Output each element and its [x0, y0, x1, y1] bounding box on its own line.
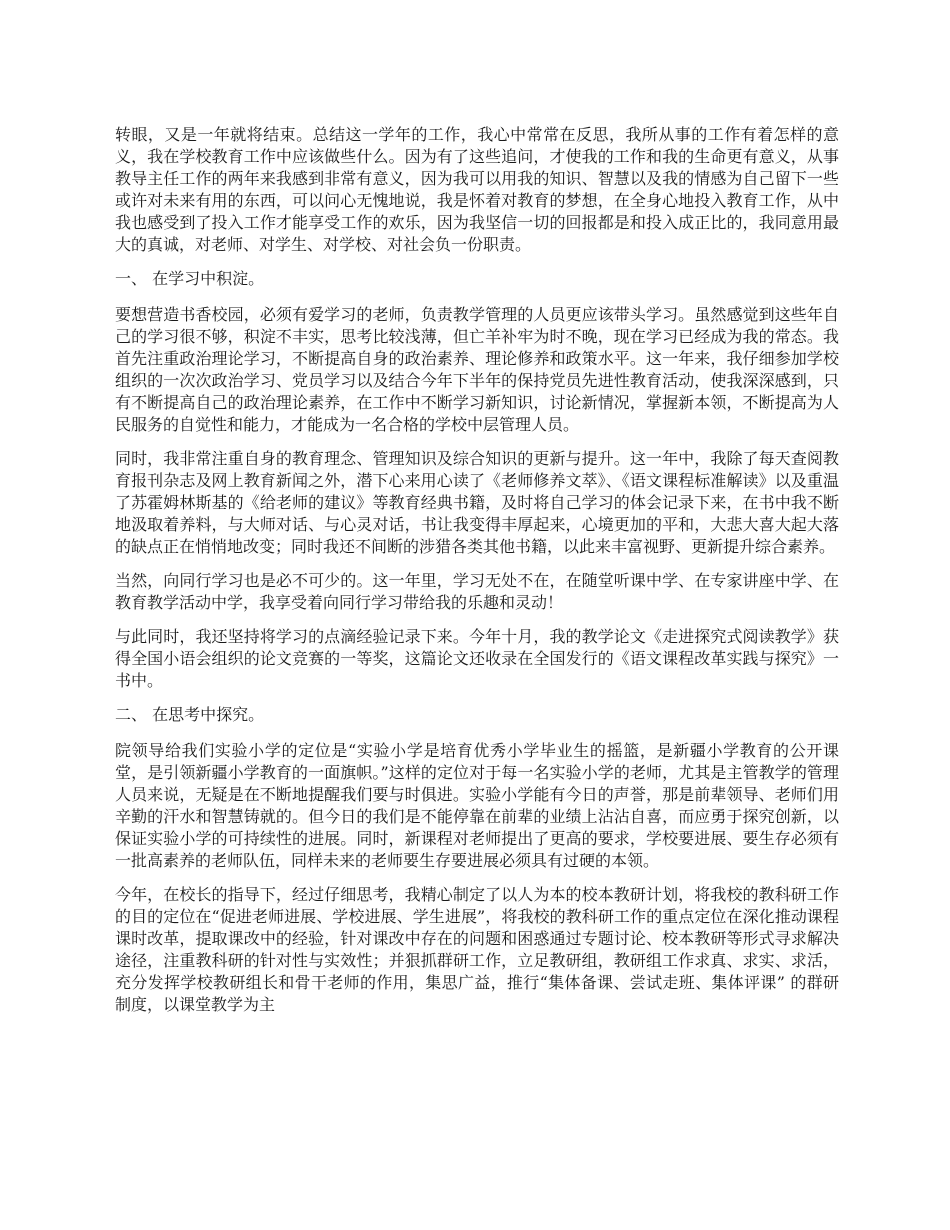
- body-paragraph: 与此同时，我还坚持将学习的点滴经验记录下来。今年十月，我的教学论文《走进探究式阅读教学》获得全国小语会组织的论文竞赛的一等奖，这篇论文还收录在全国发行的《语文课程改革实践与探究》一书中。: [115, 627, 839, 690]
- section-heading-2: 二、 在思考中探究。: [115, 705, 265, 724]
- body-paragraph: 当然，向同行学习也是必不可少的。这一年里，学习无处不在，在随堂听课中学、在专家讲座中学、在教育教学活动中学，我享受着向同行学习带给我的乐趣和灵动！: [115, 571, 839, 612]
- body-paragraph: 院领导给我们实验小学的定位是“实验小学是培育优秀小学毕业生的摇篮，是新疆小学教育的公开课堂，是引领新疆小学教育的一面旗帜。”这样的定位对于每一名实验小学的老师，尤其是主管教学的管理人员来说，无疑是在不断地提醒我们要与时俱进。实验小学能有今日的声誉，那是前辈领导、老师们用辛勤的汗水和智慧铸就的。但今日的我们是不能停靠在前辈的业绩上沾沾自喜，而应勇于探究创新，以保证实验小学的可持续性的进展。同时，新课程对老师提出了更高的要求，学校要进展、要生存必须有一批高素养的老师队伍，同样未来的老师要生存要进展必须具有过硬的本领。: [115, 741, 839, 870]
- body-paragraph: 要想营造书香校园，必须有爱学习的老师，负责教学管理的人员更应该带头学习。虽然感觉到这些年自己的学习很不够，积淀不丰实，思考比较浅薄，但亡羊补牢为时不晚，现在学习已经成为我的常态。我首先注重政治理论学习，不断提高自身的政治素养、理论修养和政策水平。这一年来，我仔细参加学校组织的一次次政治学习、党员学习以及结合今年下半年的保持党员先进性教育活动，使我深深感到，只有不断提高自己的政治理论素养，在工作中不断学习新知识，讨论新情况，掌握新本领，不断提高为人民服务的自觉性和能力，才能成为一名合格的学校中层管理人员。: [115, 305, 839, 434]
- body-paragraph: 今年，在校长的指导下，经过仔细思考，我精心制定了以人为本的校本教研计划，将我校的教科研工作的目的定位在“促进老师进展、学校进展、学生进展”，将我校的教科研工作的重点定位在深化推动课程课时改革，提取课改中的经验，针对课改中存在的问题和困惑通过专题讨论、校本教研等形式寻求解决途径，注重教科研的针对性与实效性；并狠抓群研工作，立足教研组，教研组工作求真、求实、求活，充分发挥学校教研组长和骨干老师的作用，集思广益，推行“集体备课、尝试走班、集体评课” 的群研制度，以课堂教学为主: [115, 885, 839, 1014]
- section-heading-1: 一、 在学习中积淀。: [115, 269, 265, 288]
- body-paragraph: 同时，我非常注重自身的教育理念、管理知识及综合知识的更新与提升。这一年中，我除了每天查阅教育报刊杂志及网上教育新闻之外，潜下心来用心读了《老师修养文萃》、《语文课程标准解读》以及重温了苏霍姆林斯基的《给老师的建议》等教育经典书籍，及时将自己学习的体会记录下来，在书中我不断地汲取着养料，与大师对话、与心灵对话，书让我变得丰厚起来，心境更加的平和，大悲大喜大起大落的缺点正在悄悄地改变；同时我还不间断的涉猎各类其他书籍，以此来丰富视野、更新提升综合素养。: [115, 449, 839, 556]
- document-body: [115, 124, 839, 1028]
- intro-paragraph: 转眼，又是一年就将结束。总结这一学年的工作，我心中常常在反思，我所从事的工作有着怎样的意义，我在学校教育工作中应该做些什么。因为有了这些追问，才使我的工作和我的生命更有意义，从事教导主任工作的两年来我感到非常有意义，因为我可以用我的知识、智慧以及我的情感为自己留下一些或许对未来有用的东西，可以问心无愧地说，我是怀着对教育的梦想，在全身心地投入教育工作，从中我也感受到了投入工作才能享受工作的欢乐，因为我坚信一切的回报都是和投入成正比的，我同意用最大的真诚，对老师、对学生、对学校、对社会负一份职责。: [115, 125, 839, 254]
